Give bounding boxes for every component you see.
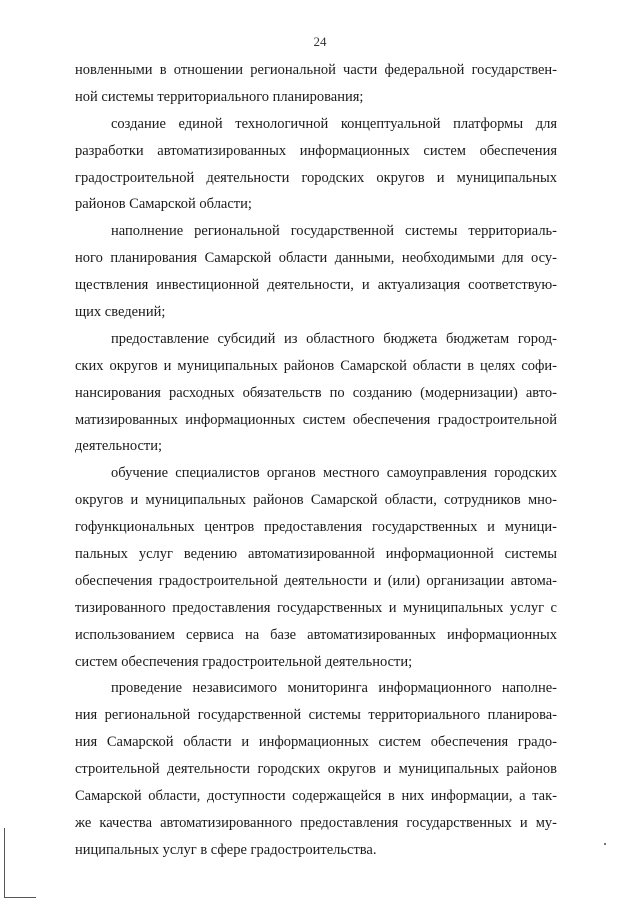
text-line: ной системы территориального планирования; bbox=[75, 88, 364, 105]
text-line: использованием сервиса на базе автоматизированных информационных bbox=[75, 626, 557, 643]
text-line: систем обеспечения градостроительной деятельности; bbox=[75, 653, 413, 670]
scan-edge-mark bbox=[4, 897, 36, 898]
body-text bbox=[75, 57, 557, 864]
text-line: деятельности; bbox=[75, 438, 163, 455]
paragraph bbox=[75, 57, 557, 111]
text-line: районов Самарской области; bbox=[75, 196, 252, 213]
text-line: же качества автоматизированного предоставления государственных и му- bbox=[75, 814, 557, 831]
text-line: проведение независимого мониторинга информационного наполне- bbox=[111, 680, 557, 697]
text-line: градостроительной деятельности городских округов и муниципальных bbox=[75, 169, 557, 186]
text-line: предоставление субсидий из областного бюджета бюджетам город- bbox=[111, 330, 557, 347]
scan-edge-mark bbox=[4, 828, 5, 898]
text-line: тизированного предоставления государственных и муниципальных услуг с bbox=[75, 599, 557, 616]
text-line: создание единой технологичной концептуальной платформы для bbox=[111, 115, 557, 132]
text-line: ния региональной государственной системы территориального планирова- bbox=[75, 707, 557, 724]
text-line: Самарской области, доступности содержащейся в них информации, а так- bbox=[75, 788, 557, 805]
paragraph bbox=[75, 675, 557, 863]
text-line: пальных услуг ведению автоматизированной информационной системы bbox=[75, 546, 557, 563]
text-line: ществления инвестиционной деятельности, и актуализация соответствую- bbox=[75, 277, 557, 294]
text-line: ниципальных услуг в сфере градостроительства. bbox=[75, 841, 377, 858]
text-line: обеспечения градостроительной деятельности и (или) организации автома- bbox=[75, 572, 557, 589]
text-line: разработки автоматизированных информационных систем обеспечения bbox=[75, 142, 557, 159]
paragraph bbox=[75, 326, 557, 460]
text-line: гофункциональных центров предоставления государственных и муници- bbox=[75, 519, 557, 536]
paragraph bbox=[75, 111, 557, 219]
page-number: 24 bbox=[313, 34, 327, 49]
text-line: ного планирования Самарской области данными, необходимыми для осу- bbox=[75, 250, 557, 267]
text-line: округов и муниципальных районов Самарской области, сотрудников мно- bbox=[75, 492, 557, 509]
text-line: матизированных информационных систем обеспечения градостроительной bbox=[75, 411, 557, 428]
text-line: ния Самарской области и информационных систем обеспечения градо- bbox=[75, 734, 557, 751]
text-line: нансирования расходных обязательств по созданию (модернизации) авто- bbox=[75, 384, 557, 401]
text-line: щих сведений; bbox=[75, 304, 166, 321]
text-line: обучение специалистов органов местного самоуправления городских bbox=[111, 465, 557, 482]
scan-speck bbox=[604, 843, 606, 845]
paragraph bbox=[75, 218, 557, 326]
text-line: новленными в отношении региональной части федеральной государствен- bbox=[75, 62, 557, 78]
text-line: наполнение региональной государственной системы территориаль- bbox=[111, 223, 557, 240]
paragraph bbox=[75, 460, 557, 675]
text-line: ских округов и муниципальных районов Самарской области в целях софи- bbox=[75, 357, 557, 374]
text-line: строительной деятельности городских округов и муниципальных районов bbox=[75, 761, 557, 778]
